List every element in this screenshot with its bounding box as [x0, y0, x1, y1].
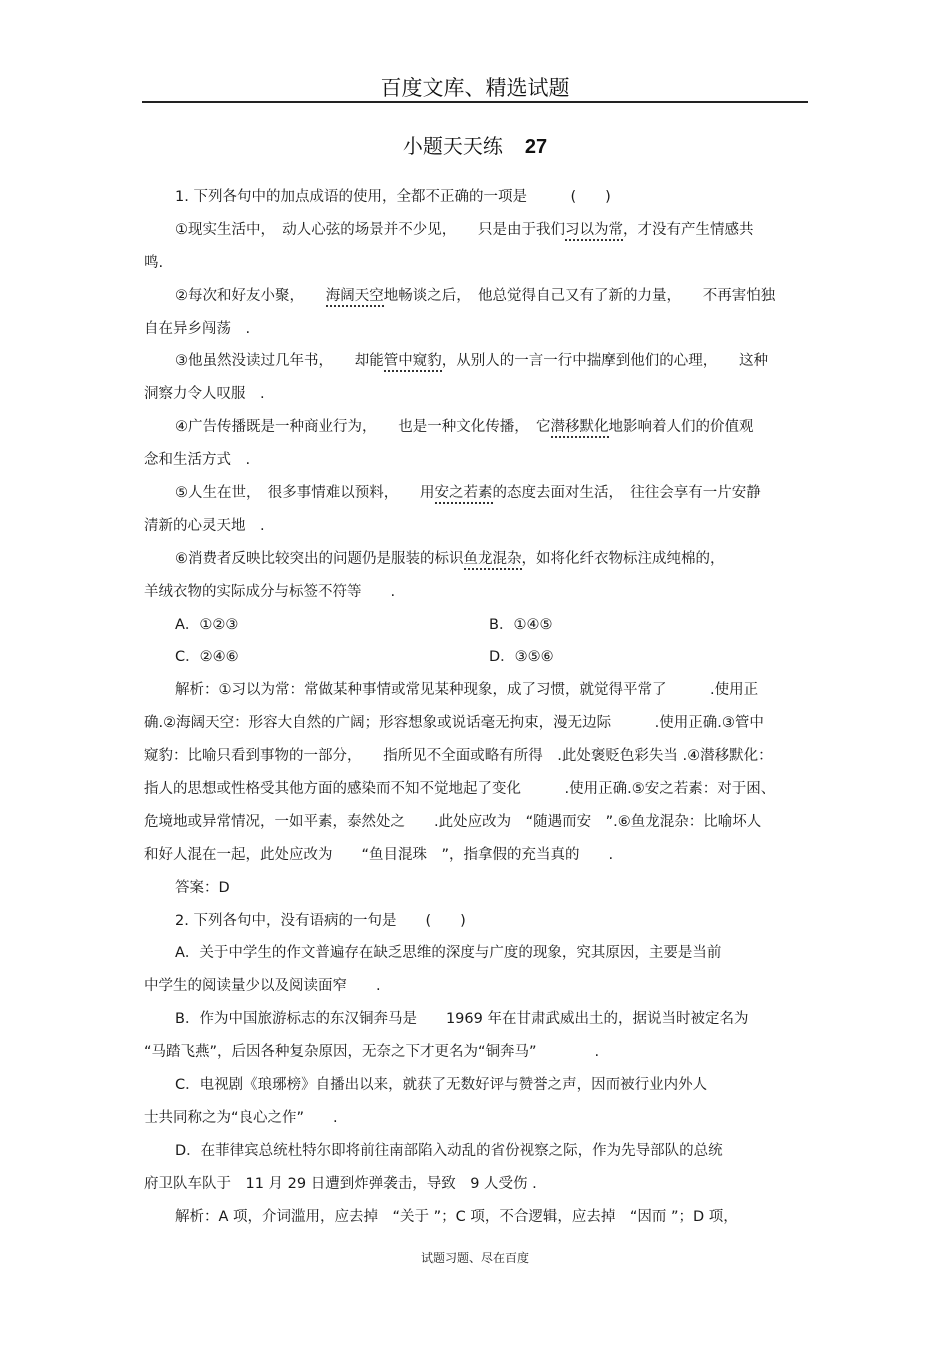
dotted-idiom: 海阔天空	[326, 288, 384, 307]
q1-sentence-3-cont: 洞察力令人叹服 .	[144, 386, 265, 403]
q1-sentence-1-cont: 鸣.	[144, 254, 164, 271]
q2-option-d-cont: 府卫队车队于 11 月 29 日遭到炸弹袭击，导致 9 人受伤 .	[144, 1175, 537, 1192]
q1-explanation-line: 窥豹：比喻只看到事物的一部分， 指所见不全面或略有所得 .此处褒贬色彩失当 .④潜移默化：	[144, 748, 773, 765]
q1-explanation-line: 危境地或异常情况，一如平素，泰然处之 .此处应改为 “随遇而安 ”.⑥鱼龙混杂：比喻坏人	[144, 813, 762, 830]
dotted-idiom: 安之若素	[435, 485, 493, 504]
page-footer: 试题习题、尽在百度	[420, 1251, 529, 1265]
option-c: C．②④⑥	[175, 649, 239, 666]
q2-stem: 2. 下列各句中，没有语病的一句是 ( )	[175, 912, 466, 929]
q1-options-row-1	[144, 609, 810, 642]
text-span: ，从别人的一言一行中揣摩到他们的心理， 这种	[441, 353, 768, 370]
q2-option-d: D．在菲律宾总统杜特尔即将前往南部陷入动乱的省份视察之际，作为先导部队的总统	[175, 1142, 723, 1159]
dotted-idiom: 鱼龙混杂	[464, 551, 522, 570]
q2-option-a-cont: 中学生的阅读量少以及阅读面窄 .	[144, 978, 381, 995]
header-title: 百度文库、精选试题	[380, 76, 570, 100]
q1-answer: 答案：D	[175, 879, 230, 896]
text-span: ⑥消费者反映比较突出的问题仍是服装的标识	[175, 550, 464, 567]
document-title	[0, 130, 950, 159]
q2-option-a: A．关于中学生的作文普遍存在缺乏思维的深度与广度的现象，究其原因，主要是当前	[175, 945, 722, 962]
q1-options-row-2	[144, 641, 810, 674]
text-span: 地畅谈之后， 他总觉得自己又有了新的力量， 不再害怕独	[383, 287, 776, 304]
q1-sentence-5	[144, 477, 810, 510]
dotted-idiom: 管中窥豹	[384, 353, 442, 372]
q1-sentence-2-cont: 自在异乡闯荡 .	[144, 320, 251, 337]
dotted-idiom: 潜移默化	[551, 419, 609, 438]
option-d: D．③⑤⑥	[489, 649, 554, 666]
q1-sentence-4	[144, 411, 810, 444]
text-span: ⑤人生在世， 很多事情难以预料， 用	[175, 485, 435, 502]
option-a: A．①②③	[175, 616, 239, 633]
q1-sentence-6-cont: 羊绒衣物的实际成分与标签不符等 .	[144, 583, 396, 600]
text-span: 的态度去面对生活， 往往会享有一片安静	[492, 485, 761, 502]
q2-explanation-line: 解析：A 项，介词滥用，应去掉 “关于 ”；C 项，不合逻辑，应去掉 “因而 ”；D 项，	[175, 1208, 738, 1225]
q2-option-c-cont: 士共同称之为“良心之作” .	[144, 1109, 338, 1126]
document-body	[144, 181, 810, 1234]
dotted-idiom: 习以为常	[565, 222, 623, 241]
text-span: ②每次和好友小聚，	[175, 287, 326, 304]
option-b: B．①④⑤	[489, 616, 553, 633]
text-span: ，如将化纤衣物标注成纯棉的，	[521, 550, 725, 567]
q1-sentence-3	[144, 345, 810, 378]
q1-explanation-line: 解析：①习以为常：常做某种事情或常见某种现象，成了习惯，就觉得平常了 .使用正	[175, 682, 759, 699]
q1-stem: 1. 下列各句中的加点成语的使用，全都不正确的一项是 ( )	[175, 189, 611, 205]
q1-explanation-line: 和好人混在一起，此处应改为 “鱼目混珠 ”，指拿假的充当真的 .	[144, 846, 614, 863]
text-span: ④广告传播既是一种商业行为， 也是一种文化传播， 它	[175, 419, 551, 436]
text-span: ，才没有产生情感共	[623, 221, 754, 238]
document-title-text: 小题天天练	[402, 134, 503, 158]
q2-option-b: B．作为中国旅游标志的东汉铜奔马是 1969 年在甘肃武威出土的，据说当时被定名为	[175, 1011, 749, 1028]
q1-sentence-2	[144, 280, 810, 313]
q2-option-c: C．电视剧《琅琊榜》自播出以来，就获了无数好评与赞誉之声，因而被行业内外人	[175, 1077, 708, 1094]
q1-sentence-4-cont: 念和生活方式 .	[144, 452, 251, 469]
q1-explanation-line: 确.②海阔天空：形容大自然的广阔；形容想象或说话毫无拘束，漫无边际 .使用正确.③管中	[144, 715, 764, 732]
text-span: 地影响着人们的价值观	[608, 419, 754, 436]
text-span: ①现实生活中， 动人心弦的场景并不少见， 只是由于我们	[175, 221, 565, 238]
q1-explanation-line: 指人的思想或性格受其他方面的感染而不知不觉地起了变化 .使用正确.⑤安之若素：对于困、	[144, 781, 776, 798]
q1-sentence-1	[144, 214, 810, 247]
text-span: ③他虽然没读过几年书， 却能	[175, 353, 384, 370]
q1-sentence-6	[144, 543, 810, 576]
header-rule	[142, 101, 808, 103]
q2-option-b-cont: “马踏飞燕”，后因各种复杂原因，无奈之下才更名为“铜奔马” .	[144, 1044, 600, 1061]
document-title-number: 27	[524, 136, 548, 158]
q1-sentence-5-cont: 清新的心灵天地 .	[144, 517, 265, 534]
